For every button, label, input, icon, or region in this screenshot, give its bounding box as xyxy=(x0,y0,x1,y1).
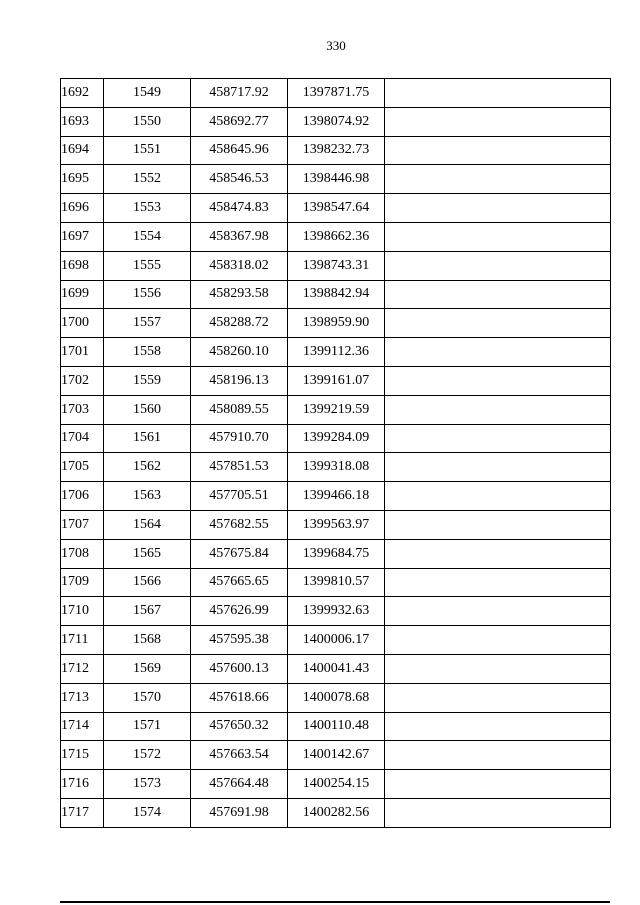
point-id-cell: 1550 xyxy=(104,107,191,136)
x-coordinate-cell: 457682.55 xyxy=(191,510,288,539)
y-coordinate-cell: 1398446.98 xyxy=(288,165,385,194)
row-number-cell: 1692 xyxy=(61,79,104,108)
y-coordinate-cell: 1399810.57 xyxy=(288,568,385,597)
row-number-cell: 1701 xyxy=(61,338,104,367)
x-coordinate-cell: 458367.98 xyxy=(191,222,288,251)
page-number: 330 xyxy=(326,38,346,53)
note-cell xyxy=(385,482,611,511)
table-row xyxy=(61,395,611,424)
table-row xyxy=(61,482,611,511)
note-cell xyxy=(385,741,611,770)
table-row xyxy=(61,251,611,280)
note-cell xyxy=(385,107,611,136)
x-coordinate-cell: 458260.10 xyxy=(191,338,288,367)
note-cell xyxy=(385,712,611,741)
y-coordinate-cell: 1399219.59 xyxy=(288,395,385,424)
point-id-cell: 1553 xyxy=(104,194,191,223)
y-coordinate-cell: 1399112.36 xyxy=(288,338,385,367)
note-cell xyxy=(385,251,611,280)
point-id-cell: 1557 xyxy=(104,309,191,338)
x-coordinate-cell: 457618.66 xyxy=(191,683,288,712)
note-cell xyxy=(385,136,611,165)
table-row xyxy=(61,683,611,712)
note-cell xyxy=(385,366,611,395)
point-id-cell: 1561 xyxy=(104,424,191,453)
row-number-cell: 1694 xyxy=(61,136,104,165)
row-number-cell: 1699 xyxy=(61,280,104,309)
y-coordinate-cell: 1400110.48 xyxy=(288,712,385,741)
x-coordinate-cell: 457705.51 xyxy=(191,482,288,511)
point-id-cell: 1552 xyxy=(104,165,191,194)
row-number-cell: 1703 xyxy=(61,395,104,424)
x-coordinate-cell: 457851.53 xyxy=(191,453,288,482)
point-id-cell: 1560 xyxy=(104,395,191,424)
note-cell xyxy=(385,453,611,482)
row-number-cell: 1713 xyxy=(61,683,104,712)
table-row xyxy=(61,453,611,482)
note-cell xyxy=(385,395,611,424)
y-coordinate-cell: 1400142.67 xyxy=(288,741,385,770)
x-coordinate-cell: 458089.55 xyxy=(191,395,288,424)
row-number-cell: 1704 xyxy=(61,424,104,453)
table-row xyxy=(61,510,611,539)
y-coordinate-cell: 1400282.56 xyxy=(288,798,385,827)
point-id-cell: 1570 xyxy=(104,683,191,712)
table-row xyxy=(61,424,611,453)
point-id-cell: 1556 xyxy=(104,280,191,309)
note-cell xyxy=(385,597,611,626)
note-cell xyxy=(385,424,611,453)
x-coordinate-cell: 457665.65 xyxy=(191,568,288,597)
row-number-cell: 1702 xyxy=(61,366,104,395)
note-cell xyxy=(385,309,611,338)
x-coordinate-cell: 457664.48 xyxy=(191,770,288,799)
x-coordinate-cell: 458474.83 xyxy=(191,194,288,223)
point-id-cell: 1568 xyxy=(104,626,191,655)
point-id-cell: 1551 xyxy=(104,136,191,165)
y-coordinate-cell: 1400078.68 xyxy=(288,683,385,712)
table-row xyxy=(61,309,611,338)
point-id-cell: 1572 xyxy=(104,741,191,770)
point-id-cell: 1574 xyxy=(104,798,191,827)
y-coordinate-cell: 1399684.75 xyxy=(288,539,385,568)
point-id-cell: 1571 xyxy=(104,712,191,741)
table-row xyxy=(61,568,611,597)
point-id-cell: 1559 xyxy=(104,366,191,395)
note-cell xyxy=(385,539,611,568)
row-number-cell: 1693 xyxy=(61,107,104,136)
table-row xyxy=(61,136,611,165)
row-number-cell: 1712 xyxy=(61,654,104,683)
row-number-cell: 1715 xyxy=(61,741,104,770)
x-coordinate-cell: 458288.72 xyxy=(191,309,288,338)
note-cell xyxy=(385,683,611,712)
note-cell xyxy=(385,626,611,655)
table-row xyxy=(61,194,611,223)
row-number-cell: 1698 xyxy=(61,251,104,280)
y-coordinate-cell: 1399932.63 xyxy=(288,597,385,626)
row-number-cell: 1717 xyxy=(61,798,104,827)
note-cell xyxy=(385,165,611,194)
y-coordinate-cell: 1399563.97 xyxy=(288,510,385,539)
note-cell xyxy=(385,280,611,309)
y-coordinate-cell: 1399161.07 xyxy=(288,366,385,395)
point-id-cell: 1567 xyxy=(104,597,191,626)
table-row xyxy=(61,79,611,108)
row-number-cell: 1695 xyxy=(61,165,104,194)
table-row xyxy=(61,626,611,655)
x-coordinate-cell: 458645.96 xyxy=(191,136,288,165)
point-id-cell: 1554 xyxy=(104,222,191,251)
note-cell xyxy=(385,568,611,597)
row-number-cell: 1696 xyxy=(61,194,104,223)
table-row xyxy=(61,654,611,683)
y-coordinate-cell: 1398959.90 xyxy=(288,309,385,338)
table-row xyxy=(61,222,611,251)
y-coordinate-cell: 1398547.64 xyxy=(288,194,385,223)
table-row xyxy=(61,280,611,309)
footer-rule xyxy=(60,901,610,903)
x-coordinate-cell: 457691.98 xyxy=(191,798,288,827)
point-id-cell: 1569 xyxy=(104,654,191,683)
table-row xyxy=(61,107,611,136)
point-id-cell: 1549 xyxy=(104,79,191,108)
note-cell xyxy=(385,194,611,223)
point-id-cell: 1562 xyxy=(104,453,191,482)
row-number-cell: 1697 xyxy=(61,222,104,251)
y-coordinate-cell: 1398743.31 xyxy=(288,251,385,280)
table-row xyxy=(61,741,611,770)
x-coordinate-cell: 457626.99 xyxy=(191,597,288,626)
x-coordinate-cell: 457675.84 xyxy=(191,539,288,568)
table-row xyxy=(61,338,611,367)
y-coordinate-cell: 1400006.17 xyxy=(288,626,385,655)
x-coordinate-cell: 458546.53 xyxy=(191,165,288,194)
note-cell xyxy=(385,510,611,539)
row-number-cell: 1716 xyxy=(61,770,104,799)
x-coordinate-cell: 457663.54 xyxy=(191,741,288,770)
note-cell xyxy=(385,222,611,251)
table-row xyxy=(61,712,611,741)
y-coordinate-cell: 1398842.94 xyxy=(288,280,385,309)
point-id-cell: 1573 xyxy=(104,770,191,799)
y-coordinate-cell: 1397871.75 xyxy=(288,79,385,108)
note-cell xyxy=(385,79,611,108)
table-row xyxy=(61,165,611,194)
y-coordinate-cell: 1400041.43 xyxy=(288,654,385,683)
y-coordinate-cell: 1398662.36 xyxy=(288,222,385,251)
y-coordinate-cell: 1399284.09 xyxy=(288,424,385,453)
point-id-cell: 1564 xyxy=(104,510,191,539)
table-row xyxy=(61,597,611,626)
table-body xyxy=(61,79,611,828)
note-cell xyxy=(385,798,611,827)
x-coordinate-cell: 458318.02 xyxy=(191,251,288,280)
note-cell xyxy=(385,654,611,683)
row-number-cell: 1700 xyxy=(61,309,104,338)
point-id-cell: 1566 xyxy=(104,568,191,597)
table-row xyxy=(61,539,611,568)
row-number-cell: 1709 xyxy=(61,568,104,597)
y-coordinate-cell: 1400254.15 xyxy=(288,770,385,799)
point-id-cell: 1565 xyxy=(104,539,191,568)
row-number-cell: 1708 xyxy=(61,539,104,568)
x-coordinate-cell: 458196.13 xyxy=(191,366,288,395)
point-id-cell: 1555 xyxy=(104,251,191,280)
row-number-cell: 1705 xyxy=(61,453,104,482)
x-coordinate-cell: 457910.70 xyxy=(191,424,288,453)
note-cell xyxy=(385,338,611,367)
x-coordinate-cell: 458293.58 xyxy=(191,280,288,309)
row-number-cell: 1711 xyxy=(61,626,104,655)
y-coordinate-cell: 1398074.92 xyxy=(288,107,385,136)
table-row xyxy=(61,798,611,827)
x-coordinate-cell: 458717.92 xyxy=(191,79,288,108)
point-id-cell: 1563 xyxy=(104,482,191,511)
row-number-cell: 1706 xyxy=(61,482,104,511)
note-cell xyxy=(385,770,611,799)
point-id-cell: 1558 xyxy=(104,338,191,367)
coordinate-table xyxy=(60,78,611,828)
y-coordinate-cell: 1399318.08 xyxy=(288,453,385,482)
y-coordinate-cell: 1399466.18 xyxy=(288,482,385,511)
x-coordinate-cell: 457600.13 xyxy=(191,654,288,683)
x-coordinate-cell: 457650.32 xyxy=(191,712,288,741)
x-coordinate-cell: 457595.38 xyxy=(191,626,288,655)
x-coordinate-cell: 458692.77 xyxy=(191,107,288,136)
table-row xyxy=(61,366,611,395)
table-row xyxy=(61,770,611,799)
row-number-cell: 1714 xyxy=(61,712,104,741)
y-coordinate-cell: 1398232.73 xyxy=(288,136,385,165)
row-number-cell: 1710 xyxy=(61,597,104,626)
row-number-cell: 1707 xyxy=(61,510,104,539)
